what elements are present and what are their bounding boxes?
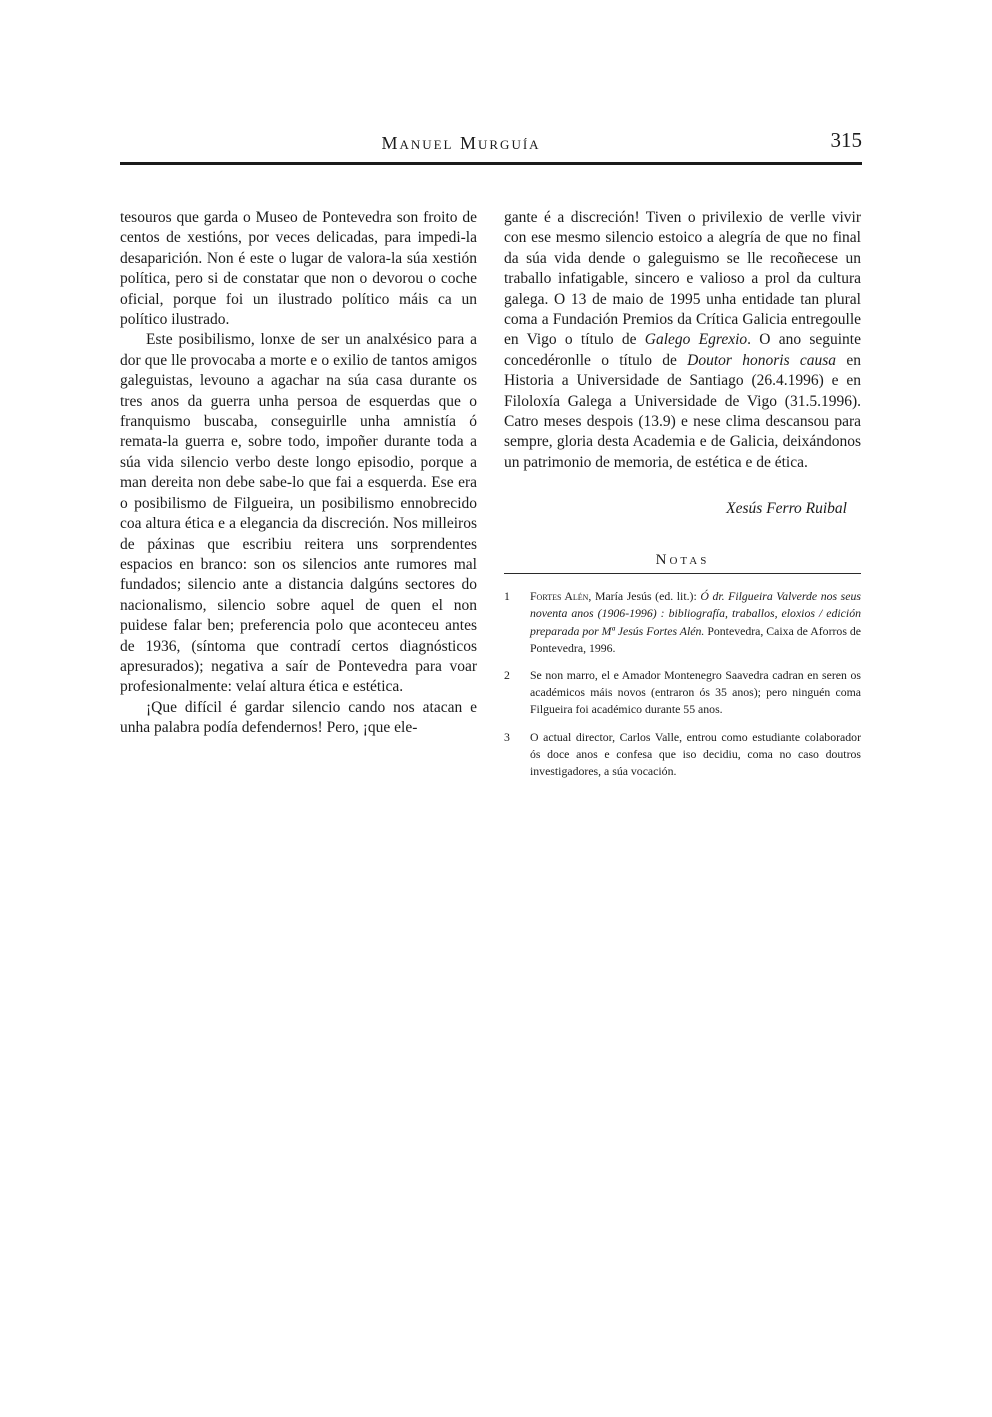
footnote-text: Fortes Alén, María Jesús (ed. lit.): Ó dr. Filgueira Valverde nos seus noventa anos (1906-1996) : bibliografía, traballos, eloxios / edición preparada por Mª Jesús Fortes Alén. Pontevedra, Caixa de Aforros de Pontevedra, 1996. xyxy=(530,589,862,655)
running-head: Manuel Murguía xyxy=(381,133,541,153)
header-rule xyxy=(120,162,862,165)
page-content xyxy=(120,128,862,790)
left-column xyxy=(120,208,477,790)
paragraph: Este posibilismo, lonxe de ser un analxésico para a dor que lle provocaba a morte e o exilio de tantos amigos galeguistas, levouno a agachar na súa casa durante os tres anos da guerra unha persoa de esquerdas que o franquismo buscaba, conseguirlle unha amnistía ó remata-la guerra e, sobre todo, impoñer durante toda a súa vida silencio verbo deste longo episodio, porque a man dereita non debe sabe-lo que fai a esquerda. Ese era o posibilismo de Filgueira, un posibilismo ennobrecido coa altura ética e a elegancia da discreción. Nos milleiros de páxinas que escribiu reitera uns sorprendentes espacios en branco: son os silencios ante rumores mal fundados; silencio ante a distancia dalgúns sectores do nacionalismo, silencio sobre aquel de quen el non puidese falar ben; preferencia polo que aconteceu antes de 1936, (síntoma que contradí certos diagnósticos apresurados); negativa a saír de Pontevedra para voar profesionalmente: velaí altura ética e estética. xyxy=(120,331,477,696)
page-header xyxy=(120,128,862,155)
footnote xyxy=(504,729,861,781)
footnote-number: 2 xyxy=(504,667,510,682)
paragraph: gante é a discreción! Tiven o privilexio de verlle vivir con ese mesmo silencio estoico a alegría de que no final da súa vida dende o galeguismo se lle recoñecese un traballo infatigable, sincero e valioso a prol da cultura galega. O 13 de maio de 1995 unha entidade tan plural coma a Fundación Premios da Crítica Galicia entregoulle en Vigo o título de Galego Egrexio. O ano seguinte concedéronlle o título de Doutor honoris causa en Historia a Universidade de Santiago (26.4.1996) e en Filoloxía Galega a Universidade de Vigo (31.5.1996). Catro meses despois (13.9) e nese clima descansou para sempre, gloria desta Academia e de Galicia, deixándonos un patrimonio de memoria, de estética e de ética. xyxy=(504,209,861,471)
notes-heading: Notas xyxy=(655,551,710,568)
notes-rule xyxy=(504,573,861,574)
footnote-number: 1 xyxy=(504,589,510,604)
author-signature: Xesús Ferro Ruibal xyxy=(726,500,847,518)
paragraph: tesouros que garda o Museo de Pontevedra son froito de centos de xestións, por veces delicadas, para impedi-la desaparición. Non é este o lugar de valora-la súa xestión política, pero si de constatar que non o devorou o coche oficial, porque foi un ilustrado político máis ca un político ilustrado. xyxy=(120,209,477,329)
footnote-text: O actual director, Carlos Valle, entrou como estudiante colaborador ós doce anos e confesa que iso decidiu, coma no caso doutros investigadores, a súa vocación. xyxy=(530,729,861,778)
page-number: 315 xyxy=(830,128,862,152)
footnote-number: 3 xyxy=(504,729,510,744)
text-columns xyxy=(120,208,862,790)
footnote-text: Se non marro, el e Amador Montenegro Saavedra cadran en seren os académicos máis novos (entraron ós 35 anos); pero ninguén coma Filgueira foi académico durante 55 anos. xyxy=(530,667,861,717)
footnote xyxy=(504,588,861,657)
footnote xyxy=(504,667,861,719)
right-column xyxy=(504,208,861,790)
paragraph: ¡Que difícil é gardar silencio cando nos atacan e unha palabra podía defendernos! Pero, ¡que ele- xyxy=(120,698,477,737)
